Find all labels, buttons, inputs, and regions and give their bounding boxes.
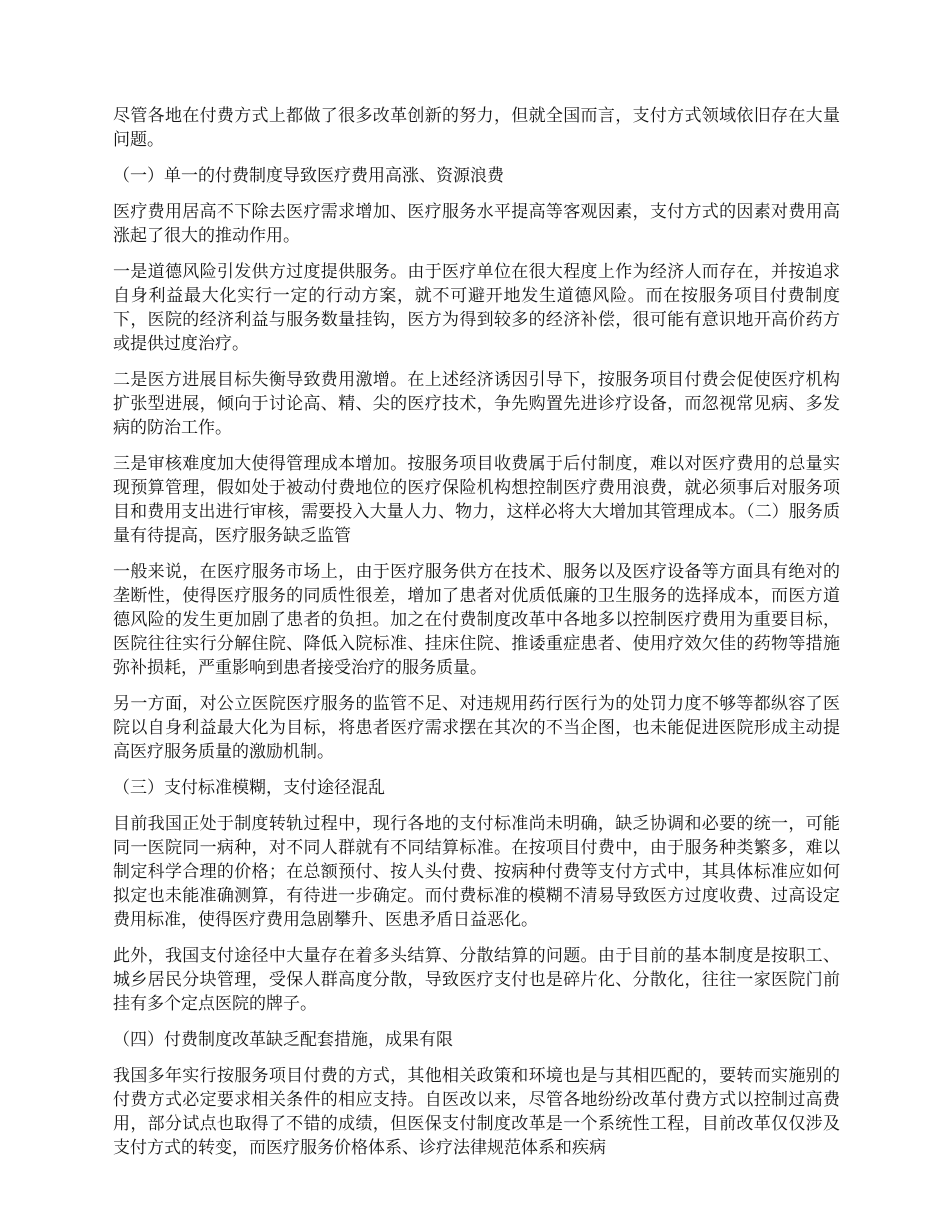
paragraph: 一是道德风险引发供方过度提供服务。由于医疗单位在很大程度上作为经济人而存在，并按追求自身利益最大化实行一定的行动方案，就不可避开地发生道德风险。而在按服务项目付费制度下，医院的经济利益与服务数量挂钩，医方为得到较多的经济补偿，很可能有意识地开高价药方或提供过度治疗。 [113,262,840,354]
paragraph: 我国多年实行按服务项目付费的方式，其他相关政策和环境也是与其相匹配的，要转而实施别的付费方式必定要求相关条件的相应支持。自医改以来，尽管各地纷纷改革付费方式以控制过高费用，部分试点也取得了不错的成绩，但医保支付制度改革是一个系统性工程，目前改革仅仅涉及支付方式的转变，而医疗服务价格体系、诊疗法律规范体系和疾病 [113,1066,840,1158]
paragraph: 二是医方进展目标失衡导致费用激增。在上述经济诱因引导下，按服务项目付费会促使医疗机构扩张型进展，倾向于讨论高、精、尖的医疗技术，争先购置先进诊疗设备，而忽视常见病、多发病的防治工作。 [113,370,840,438]
paragraph: 目前我国正处于制度转轨过程中，现行各地的支付标准尚未明确，缺乏协调和必要的统一，可能同一医院同一病种，对不同人群就有不同结算标准。在按项目付费中，由于服务种类繁多，难以制定科学合理的价格；在总额预付、按人头付费、按病种付费等支付方式中，其具体标准应如何拟定也未能准确测算，有待进一步确定。而付费标准的模糊不清易导致医方过度收费、过高设定费用标准，使得医疗费用急剧攀升、医患矛盾日益恶化。 [113,814,840,930]
paragraph-intro: 尽管各地在付费方式上都做了很多改革创新的努力，但就全国而言，支付方式领域依旧存在大量问题。 [113,106,840,150]
section-heading-3: （三）支付标准模糊，支付途径混乱 [113,778,385,798]
paragraph: 医疗费用居高不下除去医疗需求增加、医疗服务水平提高等客观因素，支付方式的因素对费用高涨起了很大的推动作用。 [113,202,840,246]
paragraph: 三是审核难度加大使得管理成本增加。按服务项目收费属于后付制度，难以对医疗费用的总量实现预算管理，假如处于被动付费地位的医疗保险机构想控制医疗费用浪费，就必须事后对服务项目和费用支出进行审核，需要投入大量人力、物力，这样必将大大增加其管理成本。（二）服务质量有待提高，医疗服务缺乏监管 [113,454,840,546]
section-heading-4: （四）付费制度改革缺乏配套措施，成果有限 [113,1030,453,1050]
paragraph: 此外，我国支付途径中大量存在着多头结算、分散结算的问题。由于目前的基本制度是按职工、城乡居民分块管理，受保人群高度分散，导致医疗支付也是碎片化、分散化，往往一家医院门前挂有多个定点医院的牌子。 [113,946,840,1014]
section-heading-1: （一）单一的付费制度导致医疗费用高涨、资源浪费 [113,166,504,186]
paragraph: 一般来说，在医疗服务市场上，由于医疗服务供方在技术、服务以及医疗设备等方面具有绝对的垄断性，使得医疗服务的同质性很差，增加了患者对优质低廉的卫生服务的选择成本，而医方道德风险的发生更加剧了患者的负担。加之在付费制度改革中各地多以控制医疗费用为重要目标，医院往往实行分解住院、降低入院标准、挂床住院、推诿重症患者、使用疗效欠佳的药物等措施弥补损耗，严重影响到患者接受治疗的服务质量。 [113,562,840,678]
paragraph: 另一方面，对公立医院医疗服务的监管不足、对违规用药行医行为的处罚力度不够等都纵容了医院以自身利益最大化为目标，将患者医疗需求摆在其次的不当企图，也未能促进医院形成主动提高医疗服务质量的激励机制。 [113,694,840,762]
document-body [113,104,840,1172]
